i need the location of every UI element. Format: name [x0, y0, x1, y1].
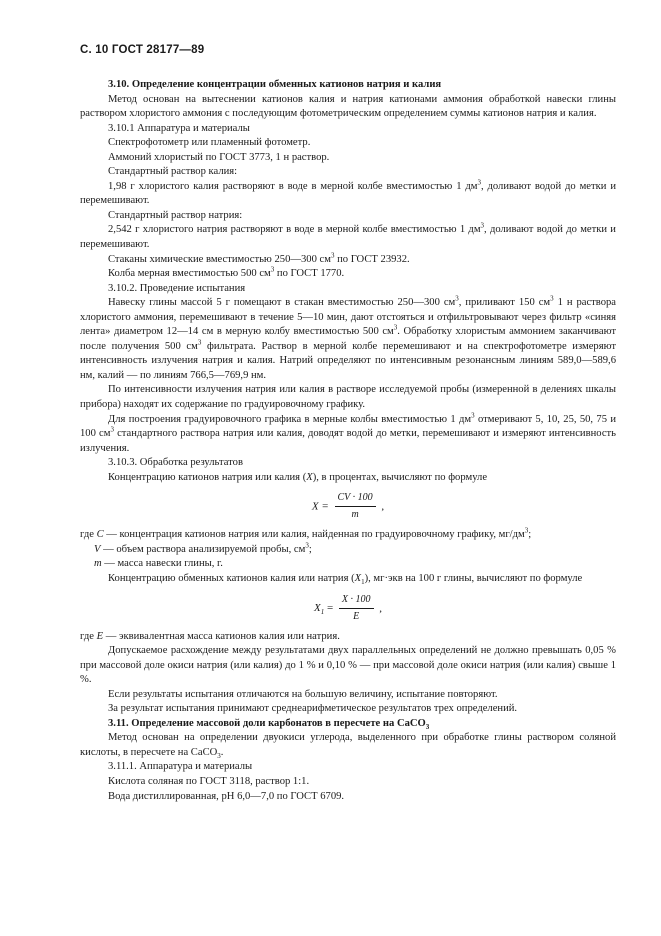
- item-beakers: Стаканы химические вместимостью 250—300 $см^3$ по ГОСТ 23932.: [108, 251, 410, 265]
- item-spectrophotometer: Спектрофотометр или пламенный фотометр.: [108, 137, 311, 149]
- calibration-text: Для построения градуировочного графика в мерные колбы вместимостью 1 $дм^3$ отмеривают 5, 10, 25, 50, 75 и 100 $см^3$ стандартного раствора натрия или калия, доводят водой до метки, перемешивают и измеряют интенсивность излучения.: [80, 411, 616, 454]
- intensity-text: По интенсивности излучения натрия или калия в растворе исследуемой пробы (измеренной в делениях шкалы прибора) находят их содержание по градуировочному графику.: [80, 384, 616, 411]
- formula-x: X = $\frac{CV \cdot 100}{m}$ ,: [311, 492, 385, 521]
- subsection-3-10-1: 3.10.1 Аппаратура и материалы: [108, 122, 250, 134]
- section-3-11-text: Метод основан на определении двуокиси углерода, выделенного при обработке глины раствором соляной кислоты, в пересчете на CaCO$_3$.: [80, 732, 616, 760]
- formula-x-lhs: X =: [311, 500, 329, 513]
- formula-x1: $X_1$ = $\frac{X \cdot 100}{E}$ ,: [313, 593, 383, 622]
- where-c: где C — концентрация катионов натрия или калия, найденная по градуировочному графику, $мг/дм^3$;: [80, 526, 532, 541]
- page-header: С. 10 ГОСТ 28177—89: [80, 44, 205, 56]
- section-3-11-title: 3.11. Определение массовой доли карбонатов в пересчете на CaCO$_3$: [108, 717, 430, 731]
- exchange-text: Концентрацию обменных катионов калия или натрия $(X_1)$, мг·экв на 100 г глины, вычисляют по формуле: [108, 572, 583, 587]
- item-acid: Кислота соляная по ГОСТ 3118, раствор 1:1.: [108, 775, 310, 787]
- concentration-text: Концентрацию катионов натрия или калия (X), в процентах, вычисляют по формуле: [108, 471, 488, 483]
- subsection-3-10-3: 3.10.3. Обработка результатов: [108, 457, 243, 469]
- where-e: где E — эквивалентная масса катионов калия или натрия.: [80, 630, 340, 642]
- formula-x1-numerator: X · 100: [339, 593, 374, 609]
- subsection-3-10-2: 3.10.2. Проведение испытания: [108, 282, 246, 294]
- sodium-prep: 2,542 г хлористого натрия растворяют в воде в мерной колбе вместимостью 1 $дм^3$, доливают водой до метки и перемешивают.: [80, 221, 616, 251]
- formula-x1-fraction: [339, 593, 374, 624]
- where-v: V — объем раствора анализируемой пробы, $см^3$;: [94, 541, 312, 555]
- document-body: [80, 78, 616, 804]
- section-3-10-text: Метод основан на вытеснении катионов калия и натрия катионами аммония обработкой навески глины раствором хлористого аммония с последующим фотометрическим определением суммы катионов натрия и калия.: [80, 93, 616, 120]
- formula-x-denominator: m: [351, 509, 359, 521]
- potassium-prep: 1,98 г хлористого калия растворяют в воде в мерной колбе вместимостью 1 $дм^3$, доливают водой до метки и перемешивают.: [80, 178, 616, 207]
- formula-x1-lhs: $X_1$ =: [313, 602, 334, 617]
- formula-x-fraction: [335, 491, 376, 522]
- section-3-10-title: 3.10. Определение концентрации обменных катионов натрия и калия: [108, 79, 442, 90]
- subsection-3-11-1: 3.11.1. Аппаратура и материалы: [108, 761, 253, 773]
- procedure-text: Навеску глины массой 5 г помещают в стакан вместимостью 250—300 $см^3$, приливают 150 $см^3$ 1 н раствора хлористого аммония, перемешивают в течение 5—10 мин, дают отстояться и отфильтровывают через фильтр «синяя лента» диаметром 12—14 см в мерную колбу вместимостью 500 $см^3$. Обработку хлористым аммонием заканчивают после получения 500 $см^3$ фильтрата. Раствор в мерной колбе перемешивают и на спектрофотометре измеряют интенсивность излучения натрия и калия. Натрий определяют по интенсивным резонансным линиям 589,0—589,6 нм, калий — по линиям 766,5—769,9 нм.: [80, 294, 617, 381]
- item-standard-sodium: Стандартный раствор натрия:: [108, 209, 243, 221]
- item-water: Вода дистиллированная, pH 6,0—7,0 по ГОСТ 6709.: [108, 790, 345, 802]
- item-standard-potassium: Стандартный раствор калия:: [108, 166, 238, 178]
- formula-x1-denominator: E: [353, 610, 360, 622]
- tolerance-text: Допускаемое расхождение между результатами двух параллельных определений не должно превышать 0,05 % при массовой доле окиси натрия (или калия) до 1 % и 0,10 % — при массовой доле окиси натрия (или калия) свыше 1 %.: [80, 645, 616, 686]
- result-text: За результат испытания принимают среднеарифметическое результатов трех определений.: [108, 703, 518, 715]
- where-m: m — масса навески глины, г.: [94, 558, 223, 570]
- item-ammonium: Аммоний хлористый по ГОСТ 3773, 1 н раствор.: [108, 151, 330, 163]
- item-flask: Колба мерная вместимостью 500 $см^3$ по ГОСТ 1770.: [108, 265, 345, 280]
- formula-x-numerator: CV · 100: [335, 491, 376, 507]
- repeat-text: Если результаты испытания отличаются на большую величину, испытание повторяют.: [108, 688, 498, 700]
